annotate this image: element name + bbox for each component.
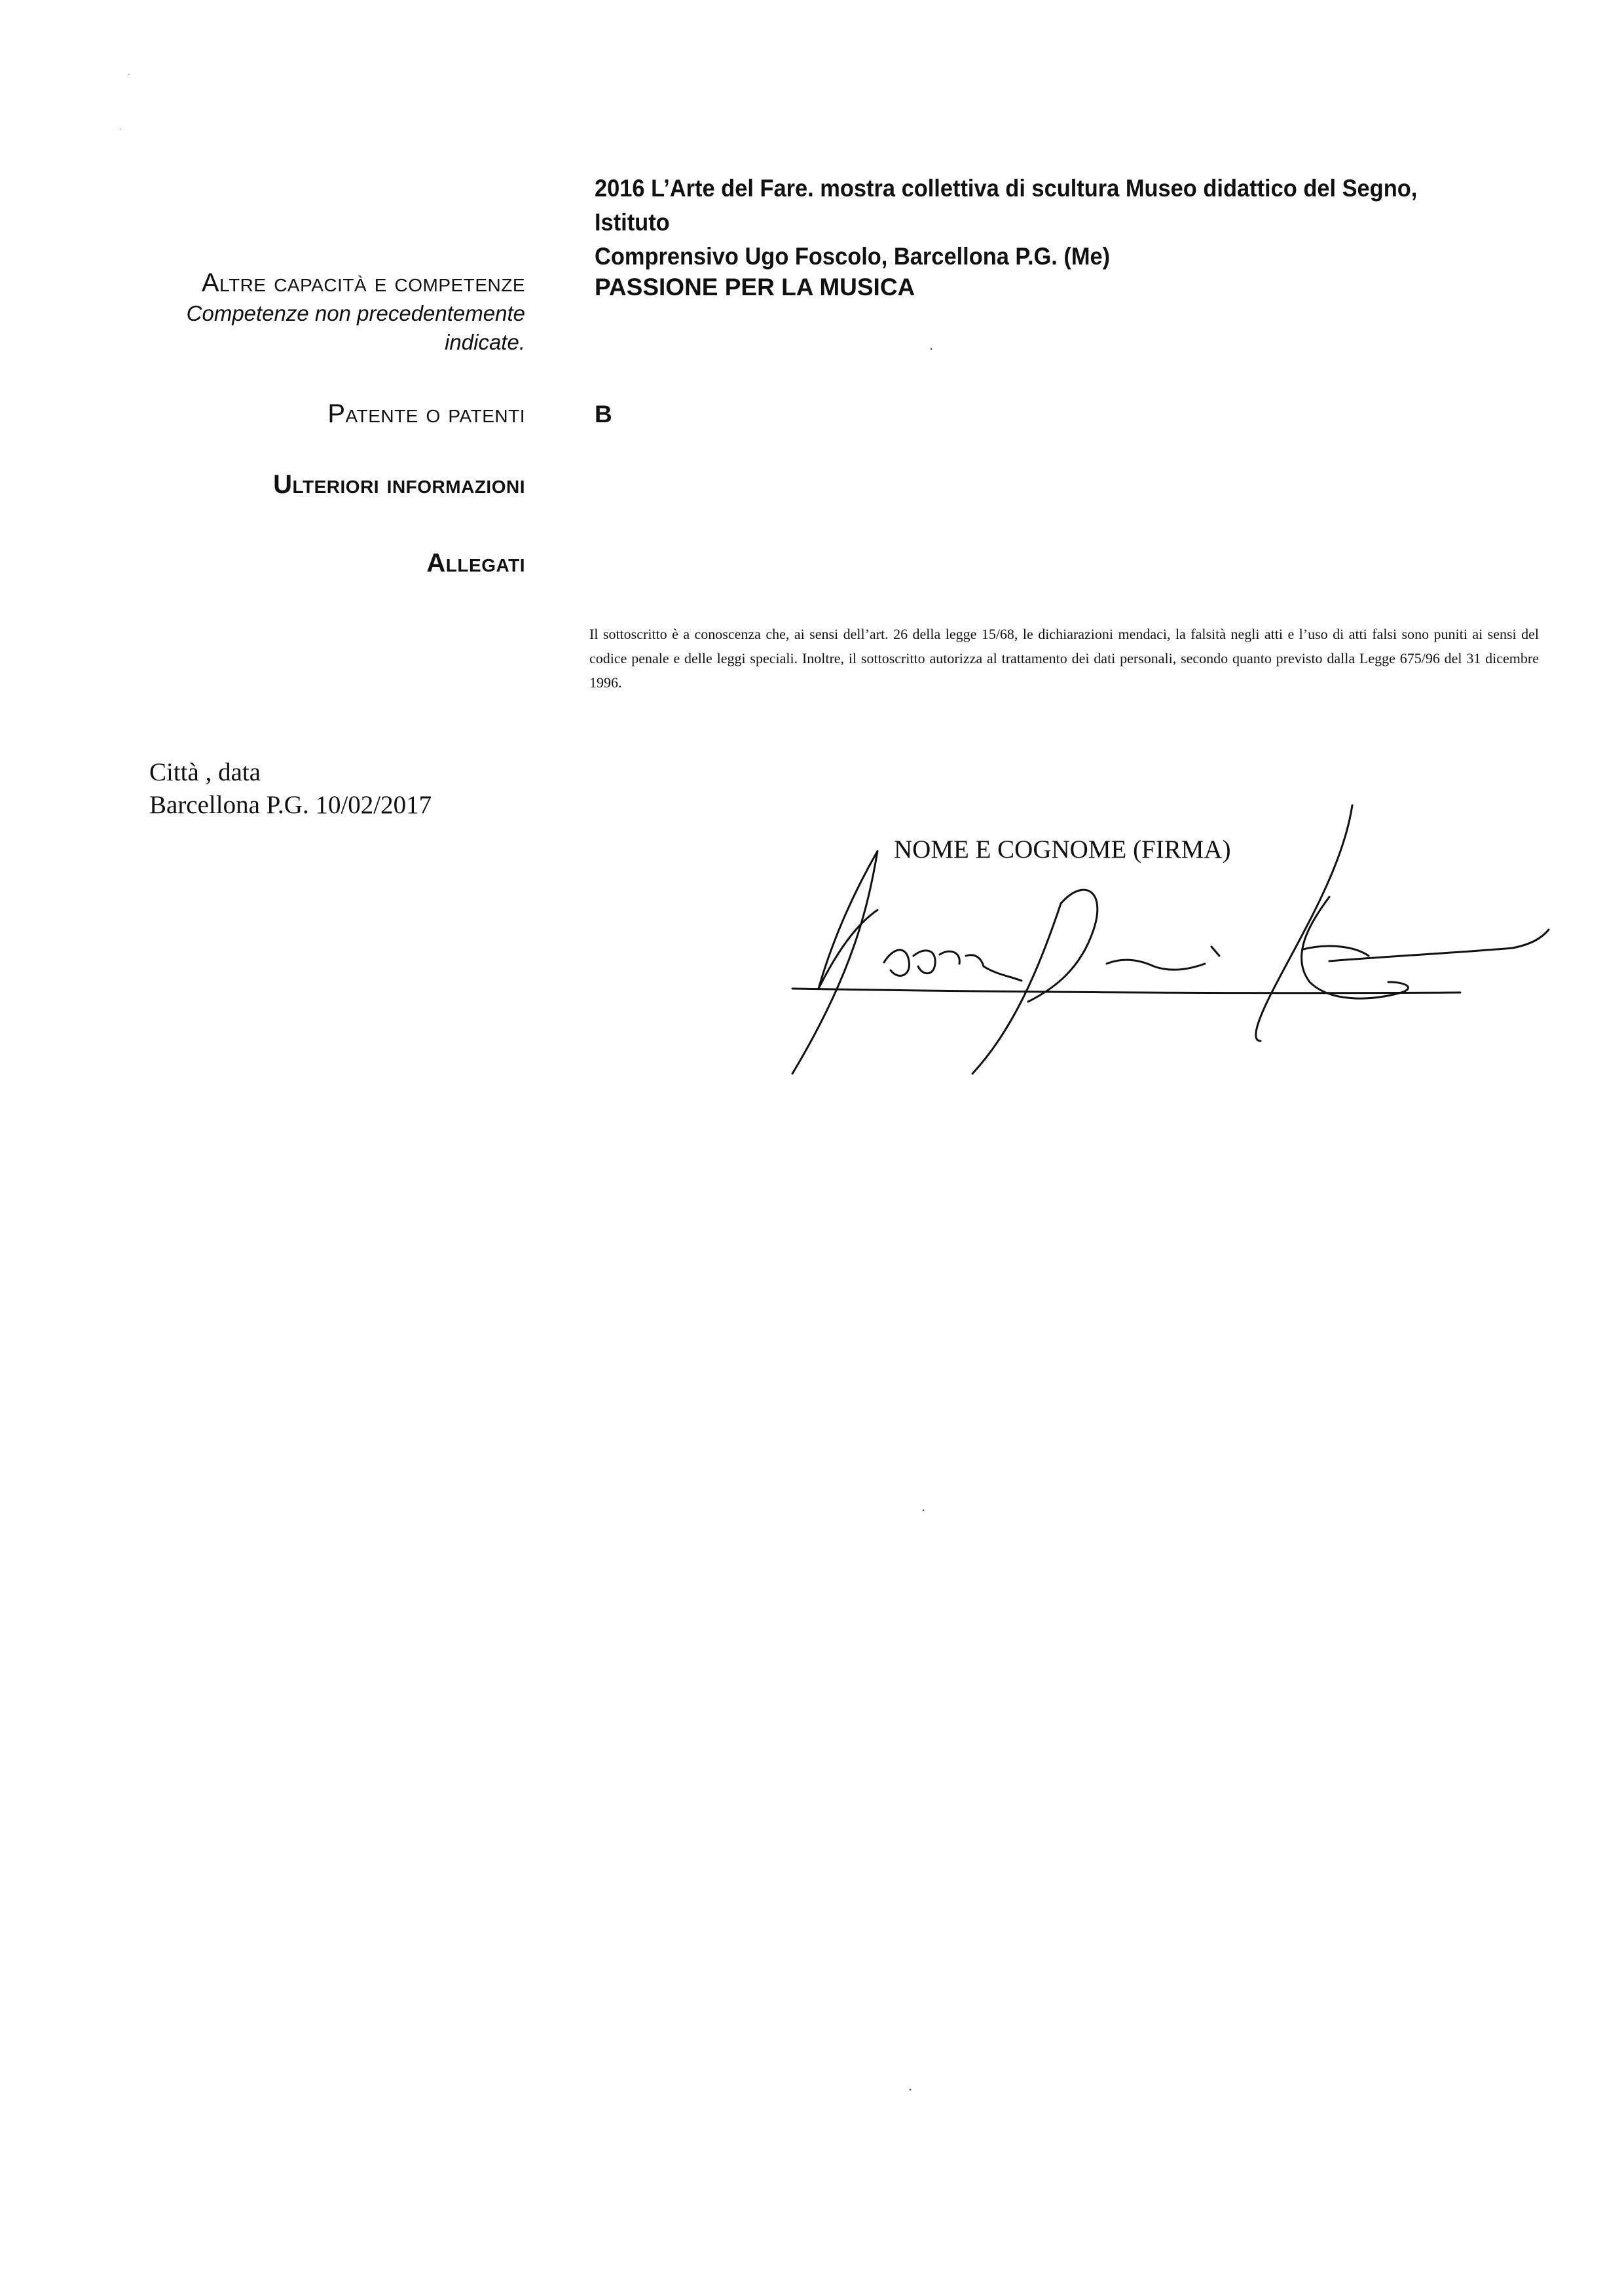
altre-capacita-subtitle-line-2: indicate. — [445, 330, 525, 354]
scan-speck: ˋ — [128, 72, 130, 81]
altre-capacita-label-block — [0, 268, 525, 357]
scan-speck: • — [922, 1506, 925, 1515]
patente-title: Patente o patenti — [327, 399, 525, 428]
allegati-label-block — [0, 549, 525, 578]
patente-value: B — [595, 401, 612, 428]
exhibition-entry — [595, 172, 1460, 274]
place-date-value: Barcellona P.G. 10/02/2017 — [149, 791, 432, 819]
exhibition-entry-line-2: Comprensivo Ugo Foscolo, Barcellona P.G. (Me) — [595, 243, 1111, 270]
altre-capacita-value: PASSIONE PER LA MUSICA — [595, 274, 915, 301]
place-date-block — [149, 756, 432, 822]
ulteriori-label-block — [0, 470, 525, 500]
privacy-disclaimer: Il sottoscritto è a conoscenza che, ai sensi dell’art. 26 della legge 15/68, le dichiarazioni mendaci, la falsità negli atti e l’uso di atti falsi sono puniti ai sensi del codice penale e delle leggi speciali. Inoltre, il sottoscritto autorizza al trattamento dei dati personali, secondo quanto previsto dalla Legge 675/96 del 31 dicembre 1996. — [589, 626, 1539, 691]
ulteriori-title: Ulteriori informazioni — [273, 470, 525, 499]
patente-label-block — [0, 399, 525, 429]
altre-capacita-subtitle-line-1: Competenze non precedentemente — [186, 301, 525, 325]
altre-capacita-title: Altre capacità e competenze — [201, 268, 525, 297]
scan-speck: • — [909, 2085, 912, 2094]
allegati-title: Allegati — [426, 549, 525, 577]
signature-label: NOME E COGNOME (FIRMA) — [894, 835, 1231, 864]
scan-speck: · — [119, 124, 122, 134]
place-date-label: Città , data — [149, 758, 261, 786]
handwritten-signature — [753, 792, 1552, 1093]
scan-speck: • — [930, 344, 933, 354]
exhibition-entry-line-1: 2016 L’Arte del Fare. mostra collettiva di scultura Museo didattico del Segno, Istituto — [595, 175, 1418, 236]
